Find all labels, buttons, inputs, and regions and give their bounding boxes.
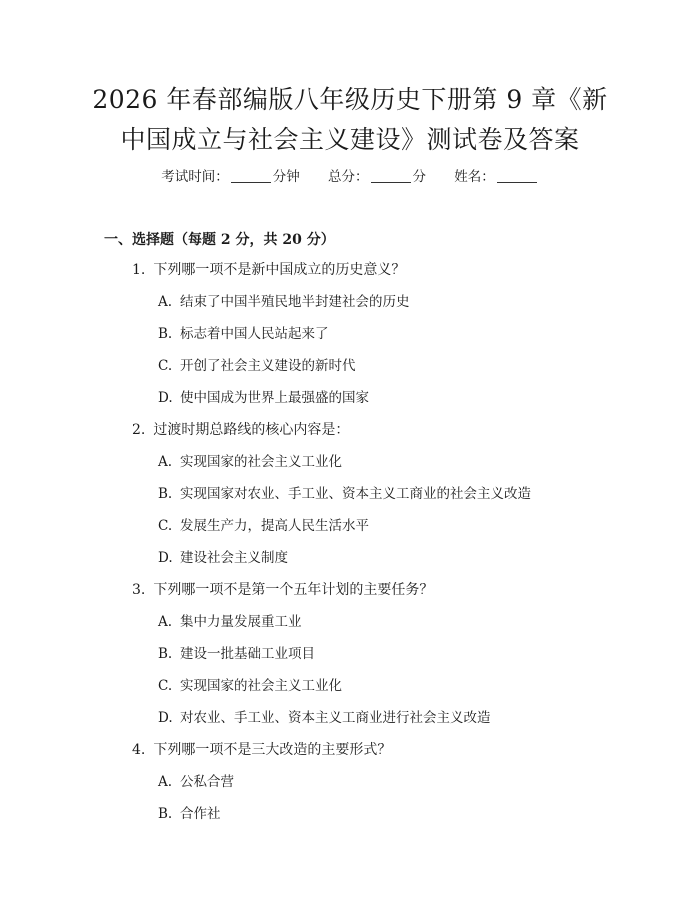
option-text: 合作社 — [180, 806, 221, 822]
question-3-option-a — [158, 611, 302, 633]
total-score-unit: 分 — [412, 169, 426, 185]
option-letter: A. — [158, 774, 173, 790]
question-2-option-d — [158, 547, 288, 569]
question-1-option-b — [158, 323, 329, 345]
option-letter: D. — [158, 550, 173, 566]
exam-time-field — [161, 166, 300, 188]
document-title — [40, 80, 660, 160]
option-letter: B. — [158, 646, 173, 662]
question-number: 2. — [132, 422, 146, 438]
option-text: 结束了中国半殖民地半封建社会的历史 — [180, 294, 410, 310]
total-score-field — [328, 166, 426, 188]
option-letter: B. — [158, 486, 173, 502]
question-1-option-d — [158, 387, 369, 409]
total-score-label: 总分： — [328, 169, 369, 185]
option-text: 开创了社会主义建设的新时代 — [180, 358, 356, 374]
question-4 — [132, 739, 391, 761]
total-score-blank — [371, 168, 411, 183]
question-2 — [132, 419, 349, 441]
title-line-2: 中国成立与社会主义建设》测试卷及答案 — [120, 125, 580, 154]
question-text: 下列哪一项不是新中国成立的历史意义？ — [153, 262, 406, 278]
question-number: 1. — [132, 262, 146, 278]
exam-time-unit: 分钟 — [272, 169, 300, 185]
option-text: 实现国家的社会主义工业化 — [180, 454, 342, 470]
option-text: 实现国家对农业、手工业、资本主义工商业的社会主义改造 — [180, 486, 531, 502]
question-number: 3. — [132, 582, 146, 598]
question-text: 过渡时期总路线的核心内容是： — [153, 422, 350, 438]
option-letter: C. — [158, 358, 173, 374]
option-text: 发展生产力，提高人民生活水平 — [180, 518, 369, 534]
question-4-option-b — [158, 803, 221, 825]
exam-info-row — [0, 166, 700, 188]
question-3-option-d — [158, 707, 491, 729]
question-3-option-b — [158, 643, 315, 665]
option-letter: D. — [158, 710, 173, 726]
student-name-label: 姓名： — [454, 169, 495, 185]
option-text: 建设一批基础工业项目 — [180, 646, 315, 662]
option-letter: C. — [158, 678, 173, 694]
section-title-multiple-choice: 一、选择题（每题 2 分，共 20 分） — [104, 232, 335, 248]
question-2-option-a — [158, 451, 342, 473]
option-text: 公私合营 — [180, 774, 234, 790]
option-letter: D. — [158, 390, 173, 406]
option-letter: A. — [158, 614, 173, 630]
question-text: 下列哪一项不是三大改造的主要形式？ — [153, 742, 392, 758]
option-letter: A. — [158, 294, 173, 310]
option-text: 标志着中国人民站起来了 — [180, 326, 329, 342]
option-letter: A. — [158, 454, 173, 470]
option-text: 实现国家的社会主义工业化 — [180, 678, 342, 694]
option-letter: C. — [158, 518, 173, 534]
exam-time-blank — [231, 168, 271, 183]
option-letter: B. — [158, 806, 173, 822]
question-3 — [132, 579, 433, 601]
question-2-option-b — [158, 483, 531, 505]
question-1-option-c — [158, 355, 356, 377]
option-text: 建设社会主义制度 — [180, 550, 288, 566]
question-text: 下列哪一项不是第一个五年计划的主要任务？ — [153, 582, 434, 598]
student-name-field — [454, 166, 539, 188]
option-text: 使中国成为世界上最强盛的国家 — [180, 390, 369, 406]
option-text: 对农业、手工业、资本主义工商业进行社会主义改造 — [180, 710, 491, 726]
question-1-option-a — [158, 291, 410, 313]
title-line-1: 2026 年春部编版八年级历史下册第 9 章《新 — [92, 85, 608, 114]
question-1 — [132, 259, 405, 281]
student-name-blank — [497, 168, 537, 183]
option-letter: B. — [158, 326, 173, 342]
question-2-option-c — [158, 515, 369, 537]
option-text: 集中力量发展重工业 — [180, 614, 302, 630]
question-number: 4. — [132, 742, 146, 758]
question-3-option-c — [158, 675, 342, 697]
question-4-option-a — [158, 771, 234, 793]
exam-time-label: 考试时间： — [161, 169, 229, 185]
